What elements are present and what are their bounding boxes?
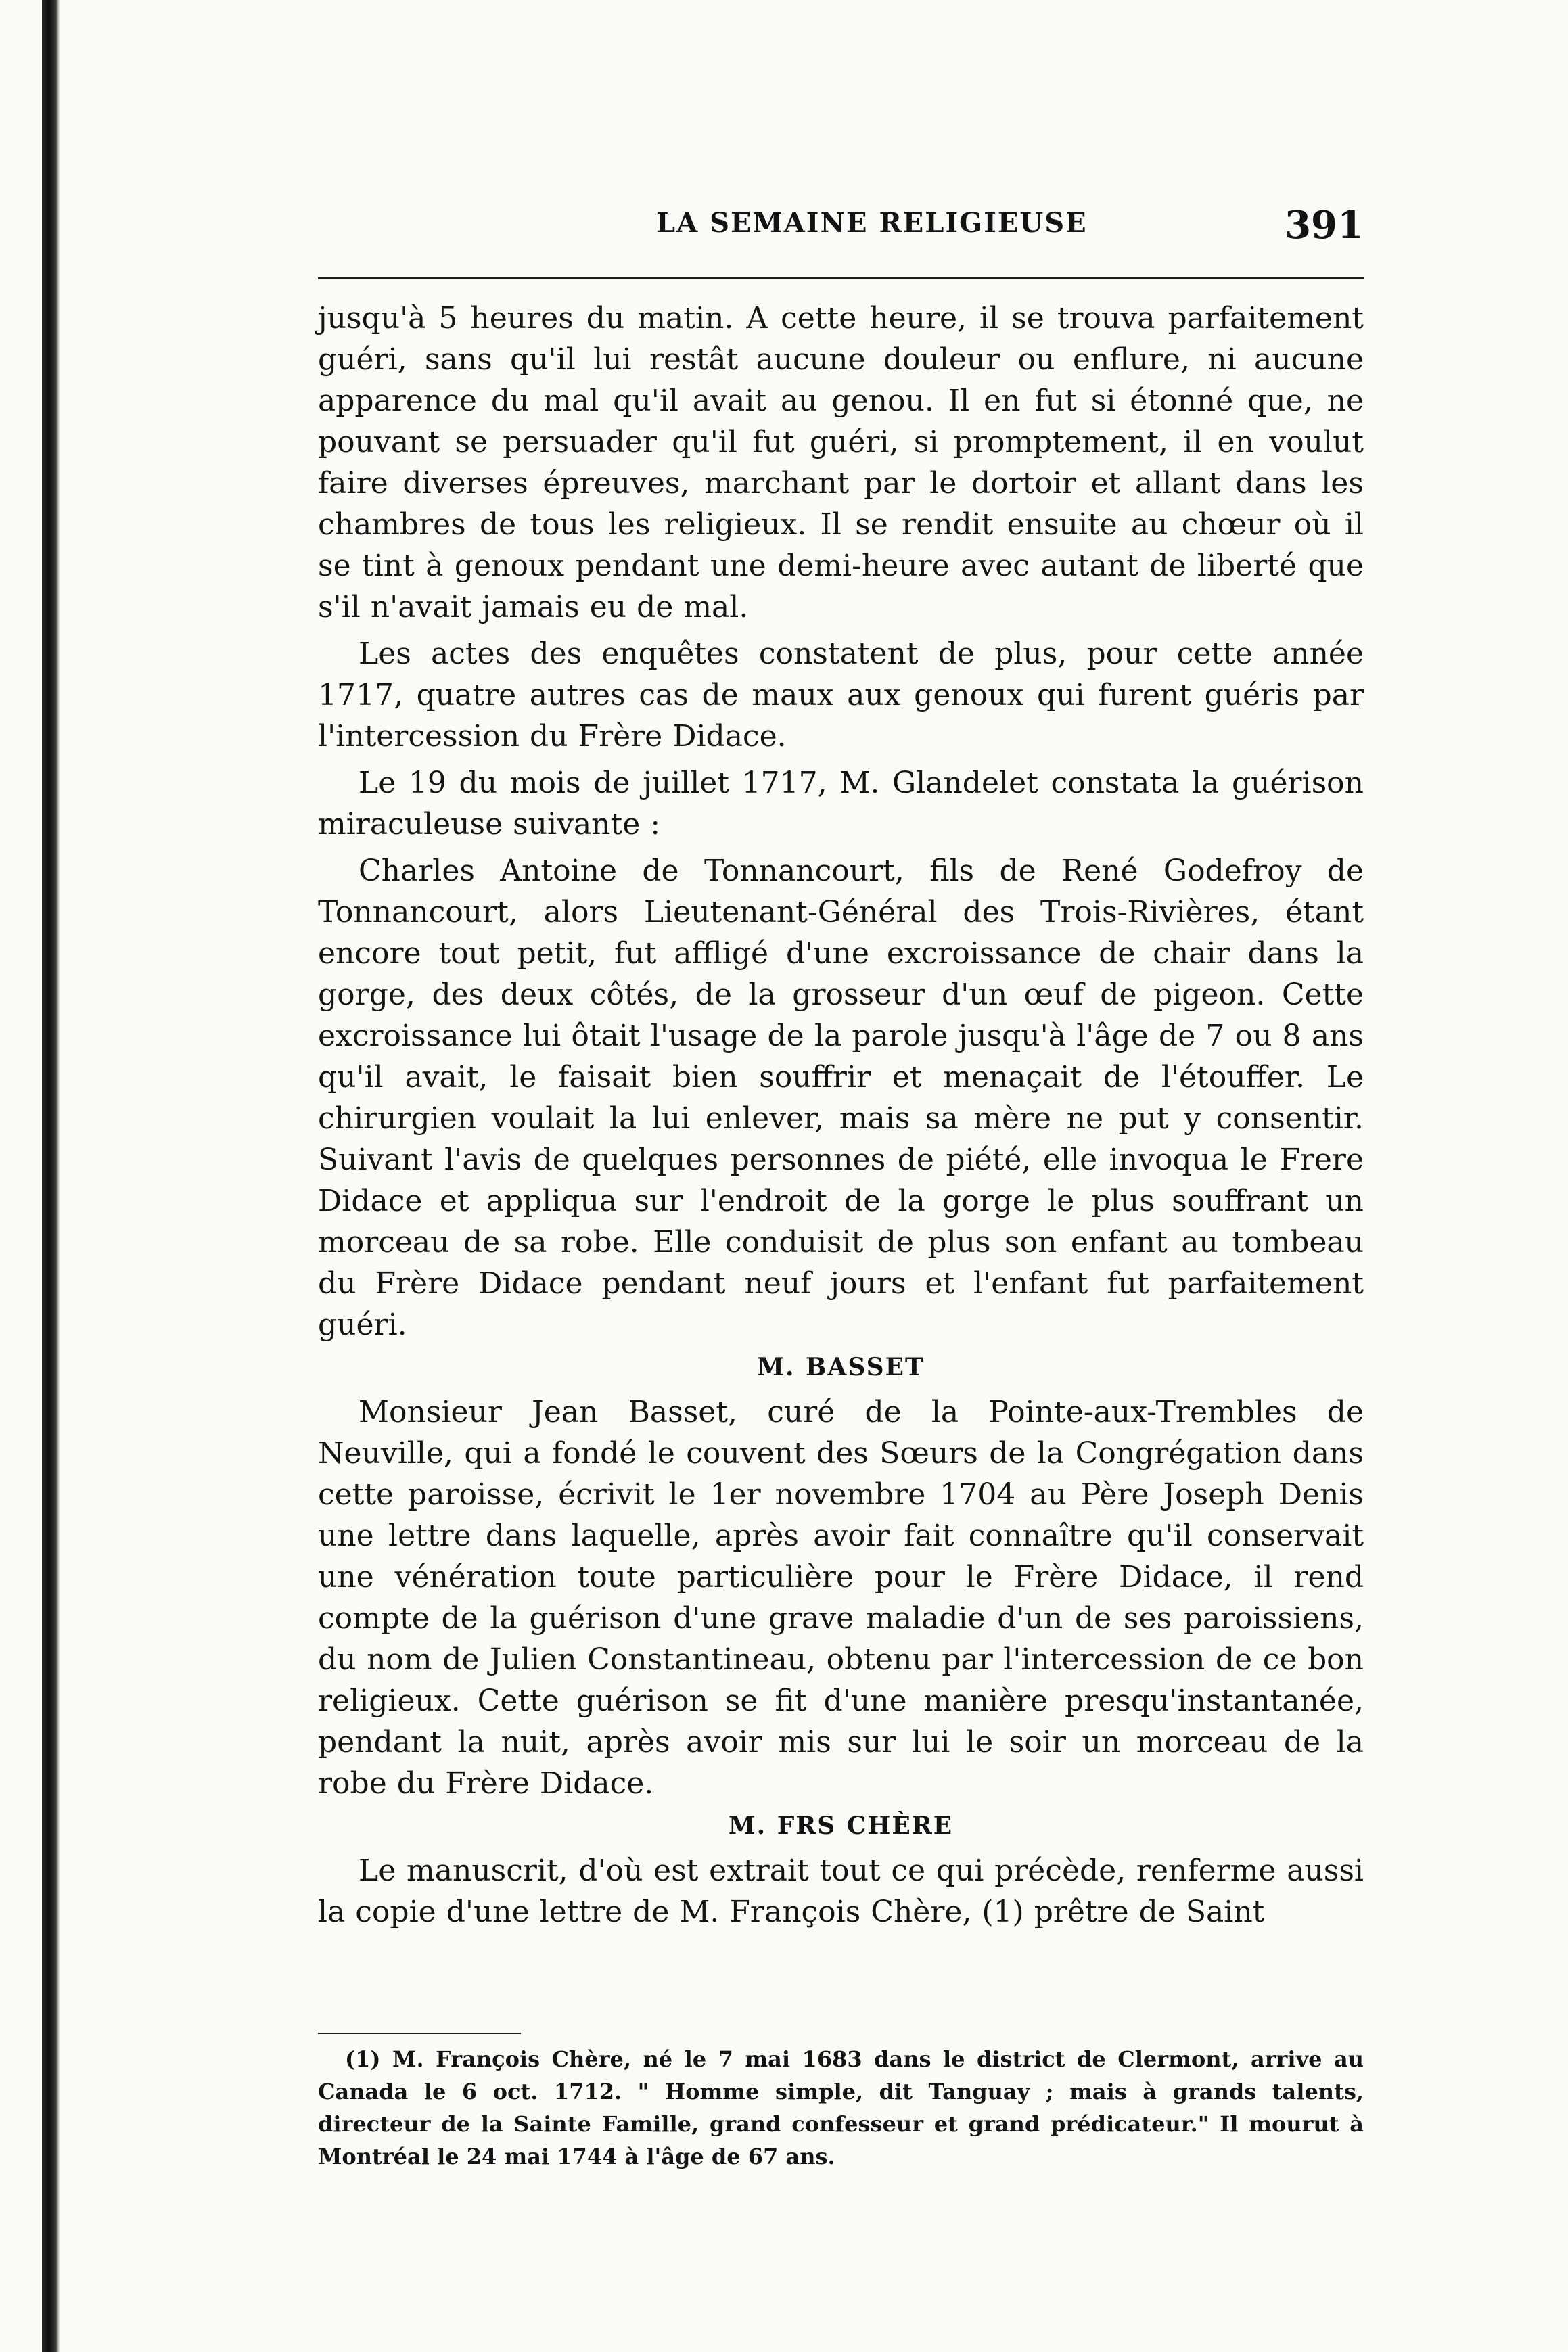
book-spine-shadow (42, 0, 60, 2352)
paragraph-3: Le 19 du mois de juillet 1717, M. Glandelet constata la guérison miraculeuse suivante : (318, 766, 1364, 841)
running-head (318, 203, 1364, 250)
section-heading-basset: M. BASSET (757, 1353, 925, 1381)
footnote-text: (1) M. François Chère, né le 7 mai 1683 dans le district de Clermont, arrive au Canada le 6 oct. 1712. " Homme simple, dit Tanguay ; mais à grands talents, directeur de la Sainte Famille, grand confesseur et grand prédicateur." Il mourut à Montréal le 24 mai 1744 à l'âge de 67 ans. (318, 2046, 1364, 2169)
paragraph-1: jusqu'à 5 heures du matin. A cette heure, il se trouva parfaitement guéri, sans qu'il lui restât aucune douleur ou enflure, ni aucune apparence du mal qu'il avait au genou. Il en fut si étonné que, ne pouvant se persuader qu'il fut guéri, si promptement, il en voulut faire diverses épreuves, marchant par le dortoir et allant dans les chambres de tous les religieux. Il se rendit ensuite au chœur où il se tint à genoux pendant une demi-heure avec autant de liberté que s'il n'avait jamais eu de mal. (318, 301, 1364, 624)
paragraph-6: Le manuscrit, d'où est extrait tout ce qui précède, renferme aussi la copie d'une lettre de M. François Chère, (1) prêtre de Saint (318, 1853, 1364, 1929)
header-rule (318, 277, 1364, 279)
paragraph-4: Charles Antoine de Tonnancourt, fils de René Godefroy de Tonnancourt, alors Lieutenant-Général des Trois-Rivières, étant encore tout petit, fut affligé d'une excroissance de chair dans la gorge, des deux côtés, de la grosseur d'un œuf de pigeon. Cette excroissance lui ôtait l'usage de la parole jusqu'à l'âge de 7 ou 8 ans qu'il avait, le faisait bien souffrir et menaçait de l'étouffer. Le chirurgien voulait la lui enlever, mais sa mère ne put y consentir. Suivant l'avis de quelques personnes de piété, elle invoqua le Frere Didace et appliqua sur l'endroit de la gorge le plus souffrant un morceau de sa robe. Elle conduisit de plus son enfant au tombeau du Frère Didace pendant neuf jours et l'enfant fut parfaitement guéri. (318, 854, 1364, 1342)
page-number: 391 (1285, 203, 1364, 248)
body-text (318, 298, 1364, 1933)
paragraph-2: Les actes des enquêtes constatent de plus, pour cette année 1717, quatre autres cas de maux aux genoux qui furent guéris par l'intercession du Frère Didace. (318, 637, 1364, 754)
section-heading-chere: M. FRS CHÈRE (728, 1812, 954, 1840)
paragraph-5: Monsieur Jean Basset, curé de la Pointe-aux-Trembles de Neuville, qui a fondé le couvent des Sœurs de la Congrégation dans cette paroisse, écrivit le 1er novembre 1704 au Père Joseph Denis une lettre dans laquelle, après avoir fait connaître qu'il conservait une vénération toute particulière pour le Frère Didace, il rend compte de la guérison d'une grave maladie d'un de ses paroissiens, du nom de Julien Constantineau, obtenu par l'intercession de ce bon religieux. Cette guérison se fit d'une manière presqu'instantanée, pendant la nuit, après avoir mis sur lui le soir un morceau de la robe du Frère Didace. (318, 1395, 1364, 1801)
footnote (318, 2043, 1364, 2173)
running-title: LA SEMAINE RELIGIEUSE (656, 207, 1088, 239)
footnote-rule (318, 2033, 521, 2034)
